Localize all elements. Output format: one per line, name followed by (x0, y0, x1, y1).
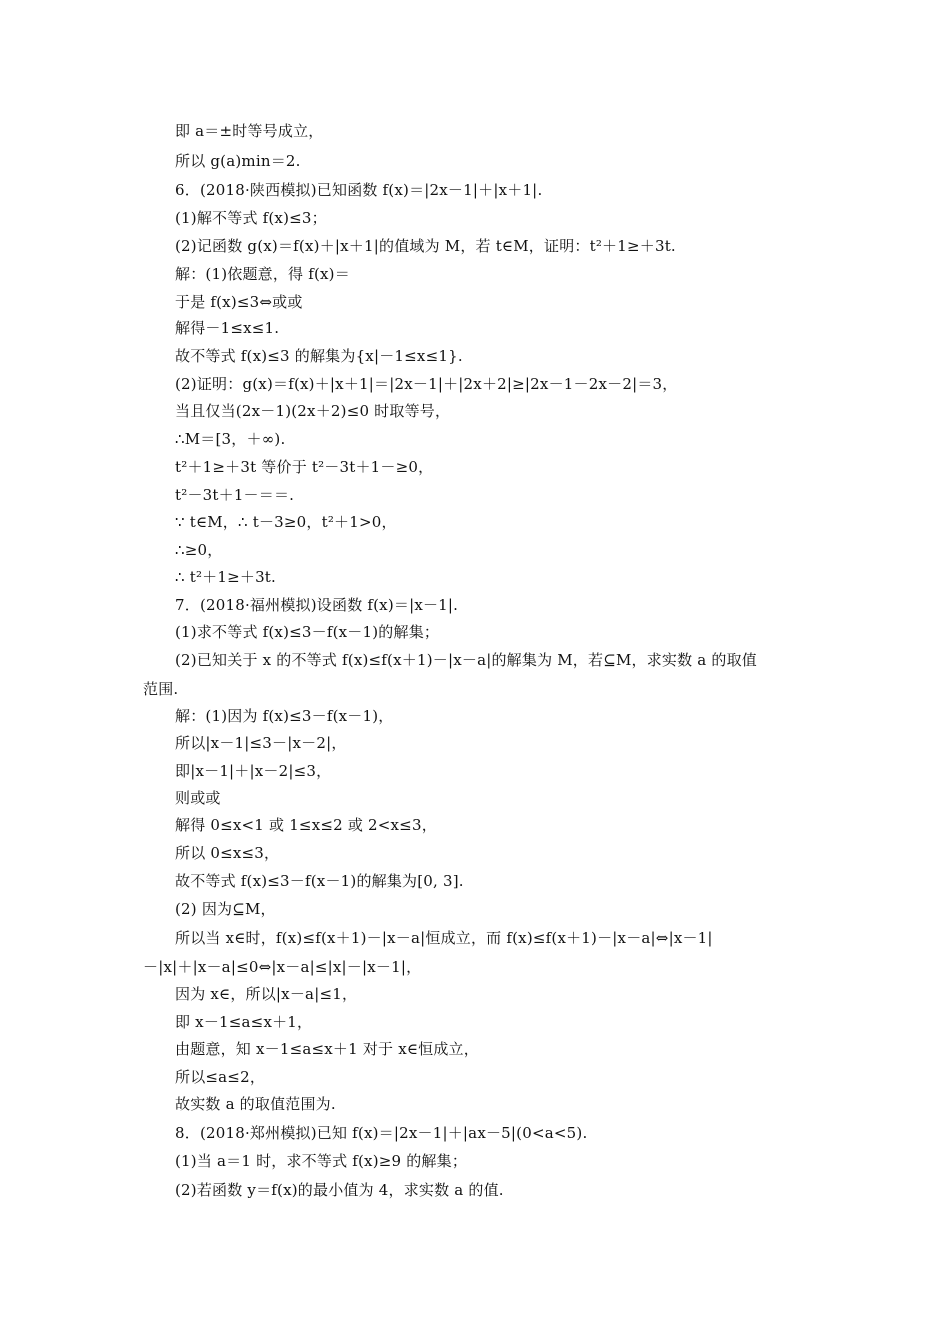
text-line: 范围. (143, 680, 179, 698)
text-line: 由题意，知 x－1≤a≤x＋1 对于 x∈恒成立， (175, 1040, 479, 1058)
text-line: 因为 x∈，所以|x－a|≤1， (175, 985, 358, 1003)
text-line: 所以 g(a)min＝2. (175, 152, 301, 170)
text-line: (2)证明：g(x)＝f(x)＋|x＋1|＝|2x－1|＋|2x＋2|≥|2x－1－2x－2|＝3， (175, 375, 678, 393)
text-line: －|x|＋|x－a|≤0⇔|x－a|≤|x|－|x－1|， (143, 958, 422, 976)
text-line: 所以≤a≤2， (175, 1068, 266, 1086)
question-8-title: 8．(2018·郑州模拟)已知 f(x)＝|2x－1|＋|ax－5|(0<a<5). (175, 1124, 588, 1142)
text-line: 所以当 x∈时，f(x)≤f(x＋1)－|x－a|恒成立，而 f(x)≤f(x＋1)－|x－a|⇔|x－1| (175, 929, 713, 947)
text-line: (2) 因为⊆M， (175, 900, 276, 918)
text-line: 当且仅当(2x－1)(2x＋2)≤0 时取等号， (175, 402, 451, 420)
text-line: 解得 0≤x<1 或 1≤x≤2 或 2<x≤3， (175, 816, 437, 834)
text-line: (1)当 a＝1 时，求不等式 f(x)≥9 的解集； (175, 1152, 468, 1170)
text-line: ∵ t∈M，∴ t－3≥0，t²＋1>0， (175, 513, 397, 531)
text-line: 即 a＝±时等号成立， (175, 122, 324, 140)
text-line: 故不等式 f(x)≤3 的解集为{x|－1≤x≤1}. (175, 347, 463, 365)
text-line: ∴ t²＋1≥＋3t. (175, 568, 277, 586)
text-line: (1)解不等式 f(x)≤3； (175, 209, 327, 227)
text-line: 即|x－1|＋|x－2|≤3， (175, 762, 332, 780)
text-line: 于是 f(x)≤3⇔或或 (175, 293, 303, 311)
question-7-title: 7．(2018·福州模拟)设函数 f(x)＝|x－1|. (175, 596, 459, 614)
text-line: (1)求不等式 f(x)≤3－f(x－1)的解集； (175, 623, 440, 641)
text-line: (2)已知关于 x 的不等式 f(x)≤f(x＋1)－|x－a|的解集为 M，若⊆M，求实数 a 的取值 (175, 651, 757, 669)
text-line: 解：(1)因为 f(x)≤3－f(x－1)， (175, 707, 394, 725)
text-line: 故不等式 f(x)≤3－f(x－1)的解集为[0, 3]. (175, 872, 464, 890)
text-line: 则或或 (175, 789, 221, 807)
text-line: ∴≥0， (175, 541, 223, 559)
text-line: (2)记函数 g(x)＝f(x)＋|x＋1|的值域为 M，若 t∈M，证明：t²＋1≥＋3t. (175, 237, 676, 255)
text-line: t²－3t＋1－＝＝. (175, 486, 295, 504)
text-line: ∴M＝[3，＋∞). (175, 430, 286, 448)
question-6-title: 6．(2018·陕西模拟)已知函数 f(x)＝|2x－1|＋|x＋1|. (175, 181, 543, 199)
text-line: 解得－1≤x≤1. (175, 319, 280, 337)
text-line: 解：(1)依题意，得 f(x)＝ (175, 265, 350, 283)
text-line: 所以|x－1|≤3－|x－2|， (175, 734, 347, 752)
text-line: t²＋1≥＋3t 等价于 t²－3t＋1－≥0， (175, 458, 434, 476)
text-line: (2)若函数 y＝f(x)的最小值为 4，求实数 a 的值. (175, 1181, 504, 1199)
text-line: 故实数 a 的取值范围为. (175, 1095, 336, 1113)
text-line: 即 x－1≤a≤x＋1， (175, 1013, 313, 1031)
text-line: 所以 0≤x≤3， (175, 844, 280, 862)
